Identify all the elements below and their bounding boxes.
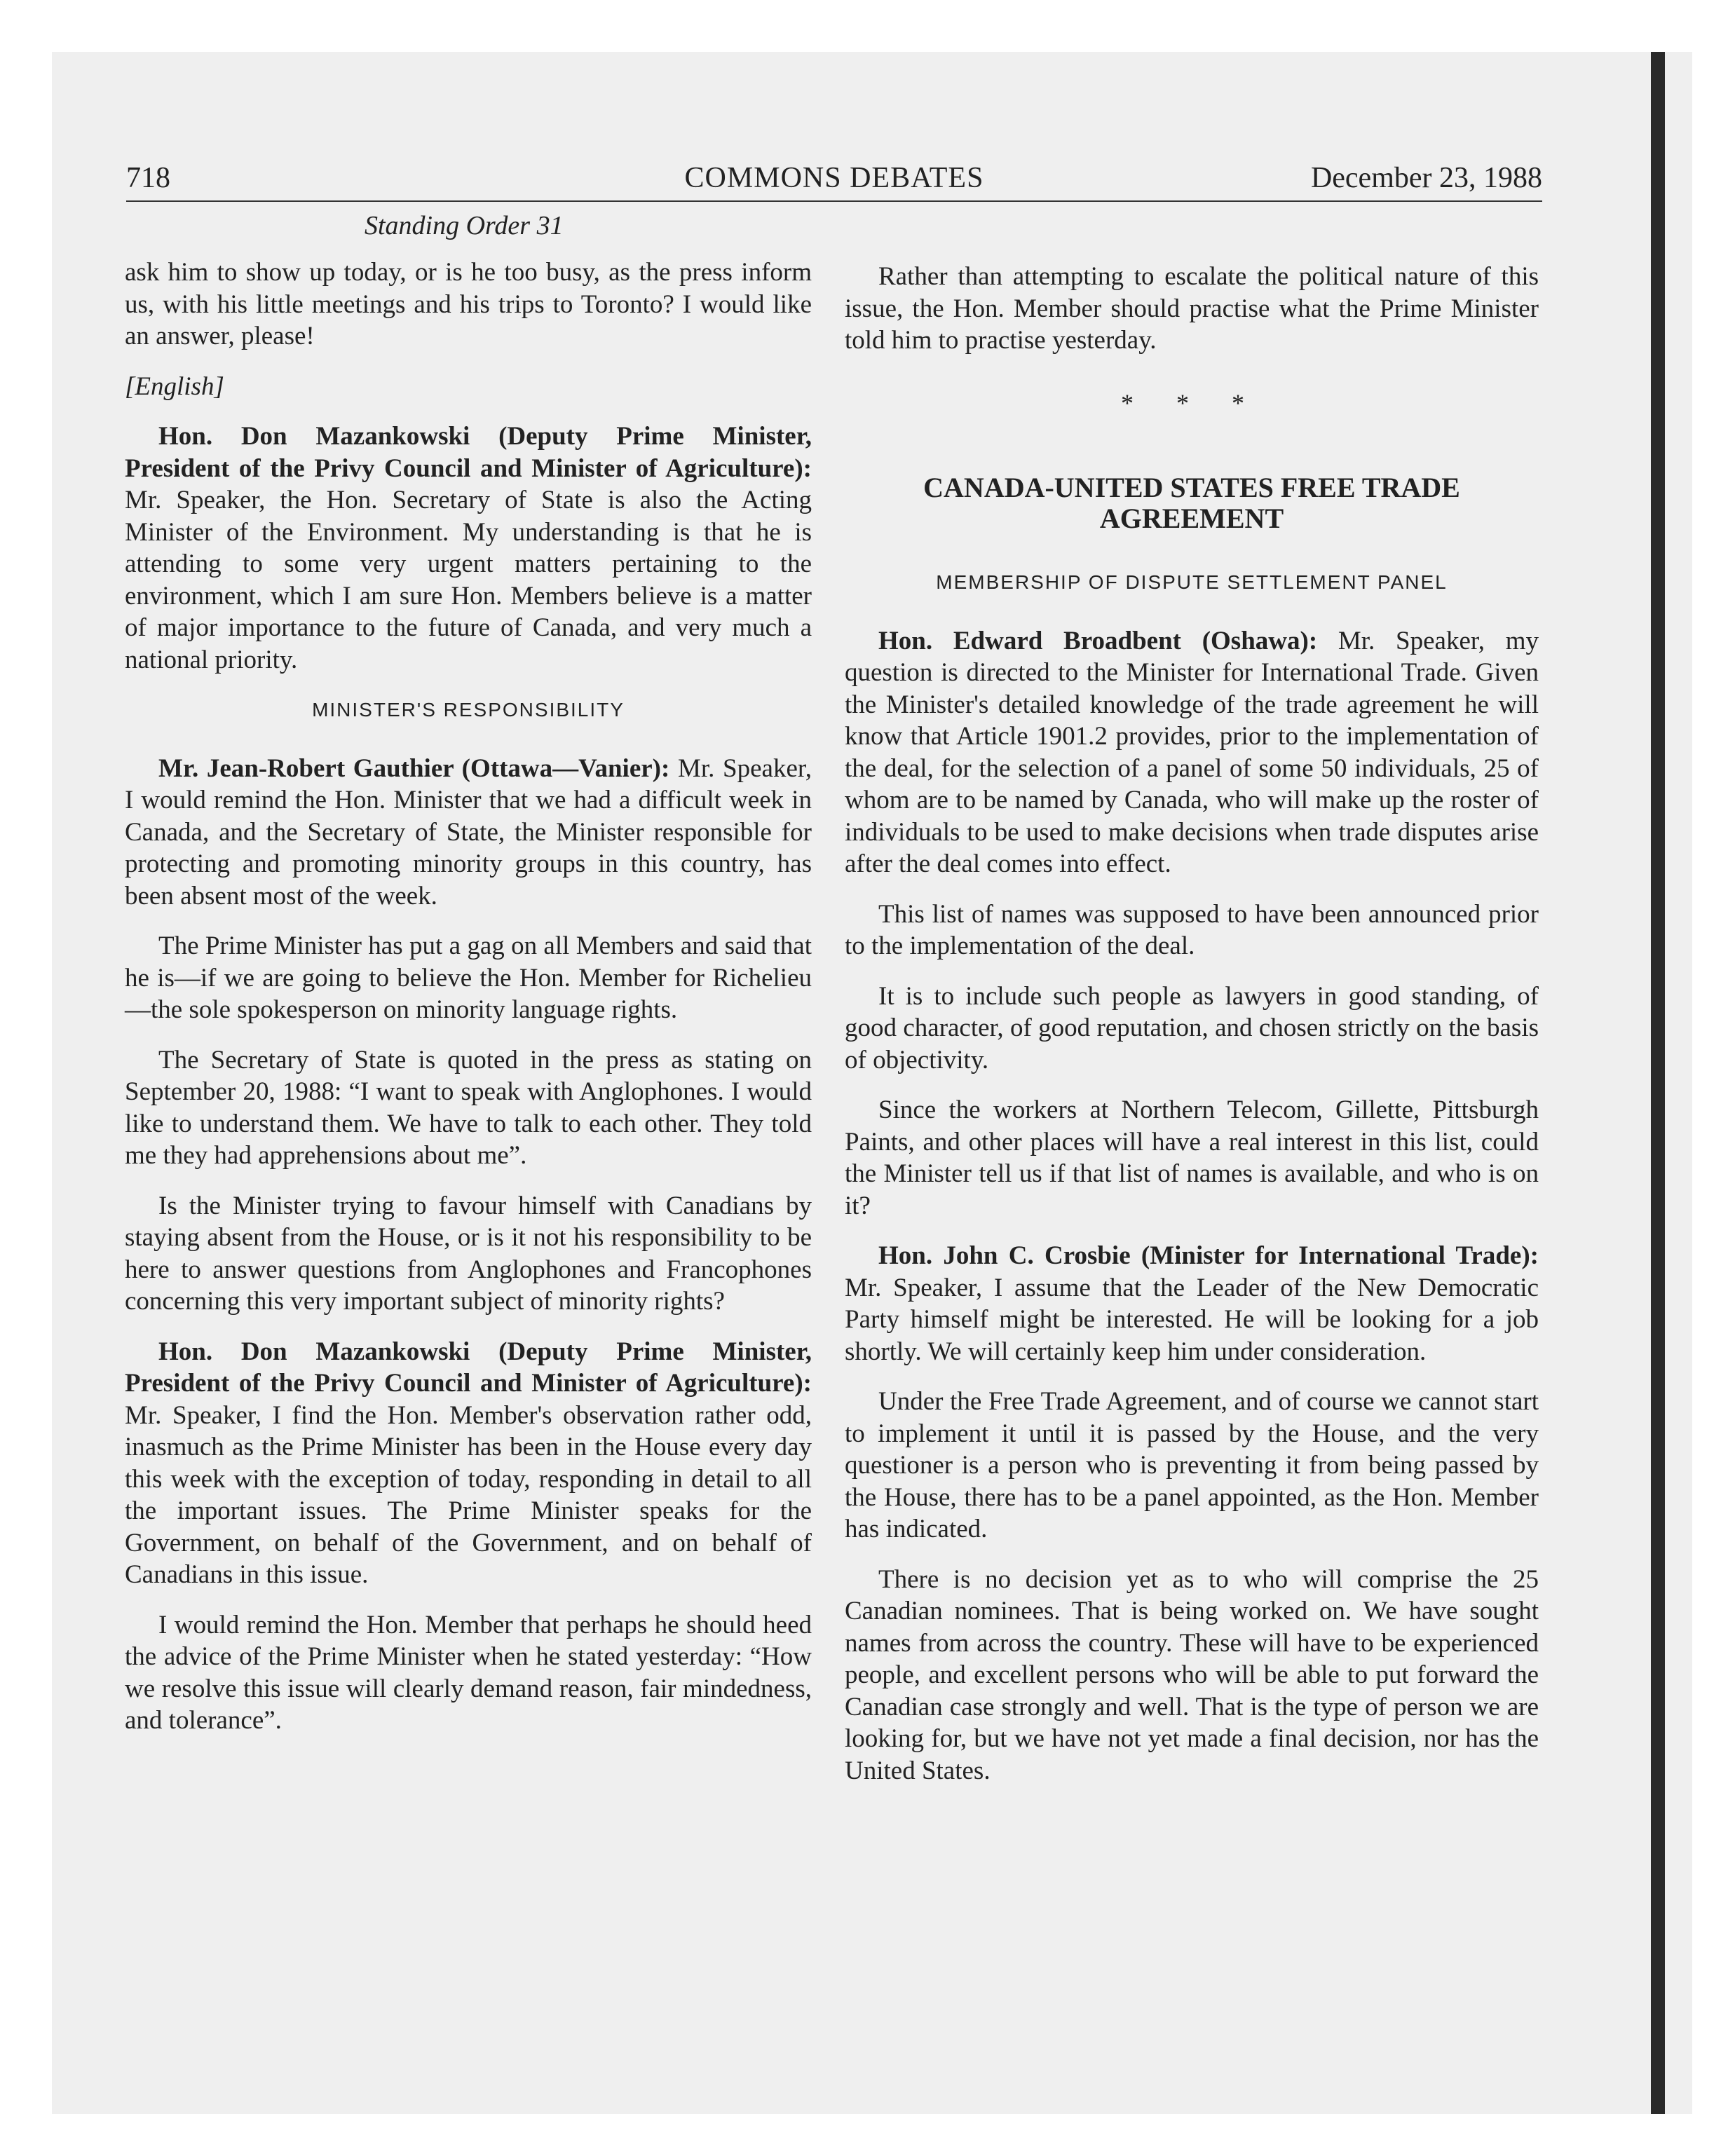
left-column xyxy=(125,257,812,1755)
section-subheading: MEMBERSHIP OF DISPUTE SETTLEMENT PANEL xyxy=(936,571,1448,593)
speech-paragraph xyxy=(125,1336,812,1591)
speaker-name: Mr. Jean-Robert Gauthier (Ottawa—Vanier): xyxy=(158,753,670,783)
scan-edge-bar xyxy=(1651,52,1665,2114)
right-column xyxy=(845,261,1539,1805)
paragraph: The Secretary of State is quoted in the press as stating on September 20, 1988: “I want to speak with Anglophones. I would like to understand them. We have to talk to each other. They told me they had apprehensions about me”. xyxy=(125,1045,812,1170)
section-heading: CANADA-UNITED STATES FREE TRADE AGREEMENT xyxy=(923,472,1460,534)
speech-text: Mr. Speaker, I find the Hon. Member's observation rather odd, inasmuch as the Prime Minister has been in the House every day this week with the exception of today, responding in detail to all the important issues. The Prime Minister speaks for the Government, on behalf of the Government, and on behalf of Canadians in this issue. xyxy=(125,1400,812,1589)
speech-text: Mr. Speaker, I would remind the Hon. Minister that we had a difficult week in Canada, and the Secretary of State, the Minister responsible for protecting and promoting minority groups in this country, has been absent most of the week. xyxy=(125,753,812,910)
paragraph: There is no decision yet as to who will comprise the 25 Canadian nominees. That is being worked on. We have sought names from across the country. These will have to be experienced people, and excellent persons who will be able to put forward the Canadian case strongly and well. That is the type of person we are looking for, but we have not yet made a final decision, nor has the United States. xyxy=(845,1564,1539,1785)
header-date: December 23, 1988 xyxy=(1310,162,1542,194)
speaker-name: Hon. Don Mazankowski (Deputy Prime Minister, President of the Privy Council and Minister of Agriculture): xyxy=(125,1337,812,1398)
speech-text: Mr. Speaker, the Hon. Secretary of State is also the Acting Minister of the Environment. My understanding is that he is attending to some very urgent matters pertaining to the environment, which I am sure Hon. Members believe is a matter of major importance to the future of Canada, and very much a national priority. xyxy=(125,486,812,674)
paragraph: Is the Minister trying to favour himself with Canadians by staying absent from the House, or is it not his responsibility to be here to answer questions from Anglophones and Francophones concerning this very important subject of minority rights? xyxy=(125,1191,812,1316)
section-separator: * * * xyxy=(1121,388,1263,417)
paragraph: It is to include such people as lawyers in good standing, of good character, of good reputation, and chosen strictly on the basis of objectivity. xyxy=(845,981,1539,1074)
paragraph: This list of names was supposed to have been announced prior to the implementation of the deal. xyxy=(845,899,1539,960)
paragraph: Rather than attempting to escalate the political nature of this issue, the Hon. Member should practise what the Prime Minister told him to practise yesterday. xyxy=(845,262,1539,355)
speech-paragraph xyxy=(125,753,812,913)
section-subheading: MINISTER'S RESPONSIBILITY xyxy=(312,699,625,721)
speech-text: Mr. Speaker, I assume that the Leader of the New Democratic Party himself might be interested. He will be looking for a job shortly. We will certainly keep him under consideration. xyxy=(845,1273,1539,1366)
speech-paragraph xyxy=(125,421,812,676)
paragraph: ask him to show up today, or is he too busy, as the press inform us, with his little meetings and his trips to Toronto? I would like an answer, please! xyxy=(125,258,812,350)
paragraph: Since the workers at Northern Telecom, Gillette, Pittsburgh Paints, and other places will have a real interest in this list, could the Minister tell us if that list of names is available, and who is on it? xyxy=(845,1096,1539,1220)
page-number: 718 xyxy=(126,162,170,194)
speech-paragraph xyxy=(845,625,1539,880)
speaker-name: Hon. John C. Crosbie (Minister for International Trade): xyxy=(878,1241,1539,1270)
paragraph: Under the Free Trade Agreement, and of course we cannot start to implement it until it is passed by the House, and the very questioner is a person who is preventing it from being passed by the House, there has to be a panel appointed, as the Hon. Member has indicated. xyxy=(845,1387,1539,1543)
speaker-name: Hon. Edward Broadbent (Oshawa): xyxy=(878,626,1318,655)
standing-order-label: Standing Order 31 xyxy=(365,211,564,240)
running-header xyxy=(126,156,1542,202)
speech-text: Mr. Speaker, my question is directed to the Minister for International Trade. Given the Minister's detailed knowledge of the trade agreement he will know that Article 1901.2 provides, prior to the implementation of the deal, for the selection of a panel of some 50 individuals, 25 of whom are to be named by Canada, who will make up the roster of individuals to be used to make decisions when trade disputes arise after the deal comes into effect. xyxy=(845,626,1539,878)
language-marker: [English] xyxy=(125,371,224,401)
paragraph: I would remind the Hon. Member that perhaps he should heed the advice of the Prime Minister when he stated yesterday: “How we resolve this issue will clearly demand reason, fair mindedness, and tolerance”. xyxy=(125,1610,812,1735)
paragraph: The Prime Minister has put a gag on all Members and said that he is—if we are going to believe the Hon. Member for Richelieu—the sole spokesperson on minority language rights. xyxy=(125,932,812,1024)
speaker-name: Hon. Don Mazankowski (Deputy Prime Minister, President of the Privy Council and Minister of Agriculture): xyxy=(125,422,812,483)
publication-title: COMMONS DEBATES xyxy=(684,162,984,194)
speech-paragraph xyxy=(845,1240,1539,1367)
